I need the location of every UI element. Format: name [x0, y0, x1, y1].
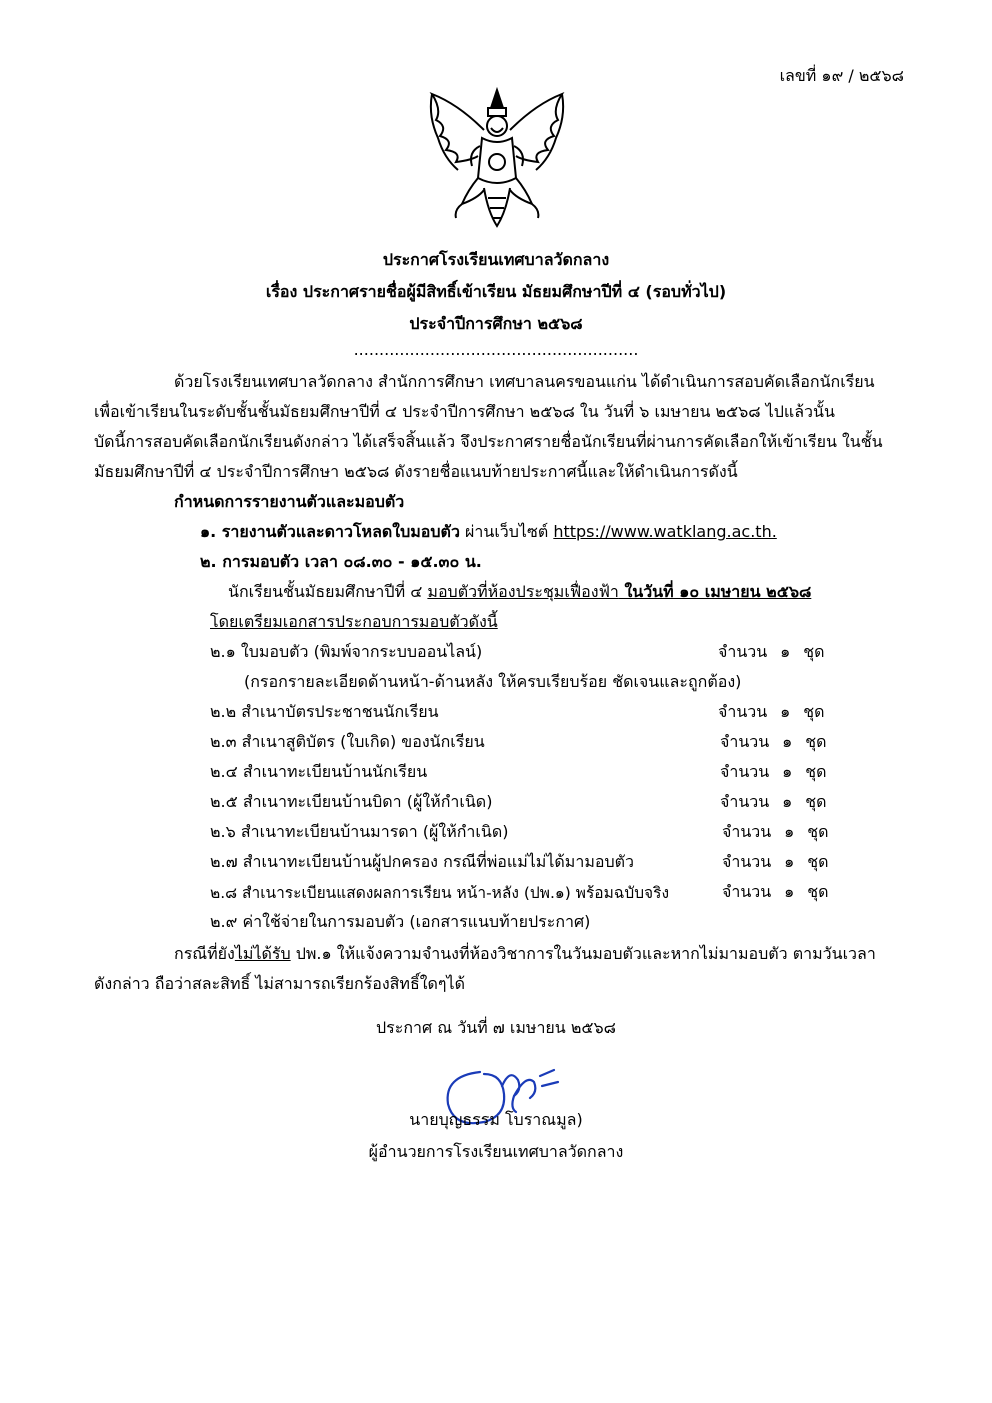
doc-item-3: ๒.๓ สำเนาสูติบัตร (ใบเกิด) ของนักเรียน	[210, 732, 485, 751]
item-2-detail-date: ในวันที่ ๑๐ เมษายน ๒๕๖๘	[618, 582, 812, 601]
item-1-via: ผ่านเว็บไซต์	[459, 522, 554, 541]
doc-item-2: ๒.๒ สำเนาบัตรประชาชนนักเรียน	[210, 702, 439, 721]
paragraph-line-2: เพื่อเข้าเรียนในระดับชั้นชั้นมัธยมศึกษาปีที่ ๔ ประจำปีการศึกษา ๒๕๖๘ ใน วันที่ ๖ เมษายน ๒๕๖๘ ไปแล้วนั้น	[94, 402, 835, 421]
doc-item-7: ๒.๗ สำเนาทะเบียนบ้านผู้ปกครอง กรณีที่พ่อแม่ไม่ได้มามอบตัว	[210, 852, 635, 871]
prep-docs-heading: โดยเตรียมเอกสารประกอบการมอบตัวดังนี้	[210, 612, 498, 631]
header-divider: ........................................................	[353, 340, 639, 359]
item-2-detail-a: นักเรียนชั้นมัธยมศึกษาปีที่ ๔	[228, 582, 428, 601]
doc-item-5-qty: จำนวน ๑ ชุด	[720, 792, 827, 811]
item-2-detail-room: มอบตัวที่ห้องประชุมเฟื่องฟ้า	[427, 582, 619, 601]
website-link[interactable]: https://www.watklang.ac.th.	[553, 522, 777, 541]
item-1	[200, 520, 777, 545]
note-line-1-not-received: ไม่ได้รับ	[234, 944, 291, 963]
paragraph-line-3: บัดนี้การสอบคัดเลือกนักเรียนดังกล่าว ได้เสร็จสิ้นแล้ว จึงประกาศรายชื่อนักเรียนที่ผ่านการคัดเลือกให้เข้าเรียน ในชั้น	[94, 432, 883, 451]
announce-date: ประกาศ ณ วันที่ ๗ เมษายน ๒๕๖๘	[376, 1018, 616, 1037]
signer-name: นายบุญธรรม โบราณมูล)	[409, 1110, 583, 1129]
section-title: กำหนดการรายงานตัวและมอบตัว	[174, 492, 405, 511]
doc-item-7-qty: จำนวน ๑ ชุด	[722, 852, 829, 871]
paragraph-line-1: ด้วยโรงเรียนเทศบาลวัดกลาง สำนักการศึกษา เทศบาลนครขอนแก่น ได้ดำเนินการสอบคัดเลือกนักเรียน	[174, 372, 875, 391]
note-line-2: ดังกล่าว ถือว่าสละสิทธิ์ ไม่สามารถเรียกร้องสิทธิ์ใดๆได้	[94, 974, 465, 993]
doc-item-8: ๒.๘ สำเนาระเบียนแสดงผลการเรียน หน้า-หลัง (ปพ.๑) พร้อมฉบับจริง	[210, 884, 670, 902]
note-line-1-c: ปพ.๑ ให้แจ้งความจำนงที่ห้องวิชาการในวันมอบตัวและหากไม่มามอบตัว ตามวันเวลา	[290, 944, 876, 963]
doc-item-1-qty: จำนวน ๑ ชุด	[718, 642, 825, 661]
item-2-detail	[228, 580, 811, 605]
signer-title: ผู้อำนวยการโรงเรียนเทศบาลวัดกลาง	[368, 1142, 624, 1161]
doc-item-6-qty: จำนวน ๑ ชุด	[722, 822, 829, 841]
garuda-emblem-icon	[418, 86, 576, 232]
announcement-subject: เรื่อง ประกาศรายชื่อผู้มีสิทธิ์เข้าเรียน มัธยมศึกษาปีที่ ๔ (รอบทั่วไป)	[265, 282, 727, 301]
announcement-year: ประจำปีการศึกษา ๒๕๖๘	[409, 314, 583, 333]
doc-item-9: ๒.๙ ค่าใช้จ่ายในการมอบตัว (เอกสารแนบท้ายประกาศ)	[210, 912, 591, 931]
doc-item-4-qty: จำนวน ๑ ชุด	[720, 762, 827, 781]
doc-item-8-qty: จำนวน ๑ ชุด	[722, 882, 829, 901]
announcement-org: ประกาศโรงเรียนเทศบาลวัดกลาง	[382, 250, 610, 269]
document-number: เลขที่ ๑๙ / ๒๕๖๘	[779, 66, 904, 85]
item-2-label: ๒. การมอบตัว เวลา ๐๘.๓๐ - ๑๕.๓๐ น.	[200, 552, 482, 571]
doc-item-1: ๒.๑ ใบมอบตัว (พิมพ์จากระบบออนไลน์)	[210, 642, 483, 661]
paragraph-line-4: มัธยมศึกษาปีที่ ๔ ประจำปีการศึกษา ๒๕๖๘ ดังรายชื่อแนบท้ายประกาศนี้และให้ดำเนินการดังนี้	[94, 462, 738, 481]
doc-item-6: ๒.๖ สำเนาทะเบียนบ้านมารดา (ผู้ให้กำเนิด)	[210, 822, 509, 841]
doc-item-1-note: (กรอกรายละเอียดด้านหน้า-ด้านหลัง ให้ครบเรียบร้อย ชัดเจนและถูกต้อง)	[244, 672, 742, 691]
doc-item-5: ๒.๕ สำเนาทะเบียนบ้านบิดา (ผู้ให้กำเนิด)	[210, 792, 493, 811]
item-1-label: ๑. รายงานตัวและดาวโหลดใบมอบตัว	[200, 522, 460, 541]
doc-item-4: ๒.๔ สำเนาทะเบียนบ้านนักเรียน	[210, 762, 428, 781]
note-line-1	[174, 942, 876, 967]
doc-item-3-qty: จำนวน ๑ ชุด	[720, 732, 827, 751]
note-line-1-a: กรณีที่ยัง	[174, 944, 235, 963]
doc-item-2-qty: จำนวน ๑ ชุด	[718, 702, 825, 721]
